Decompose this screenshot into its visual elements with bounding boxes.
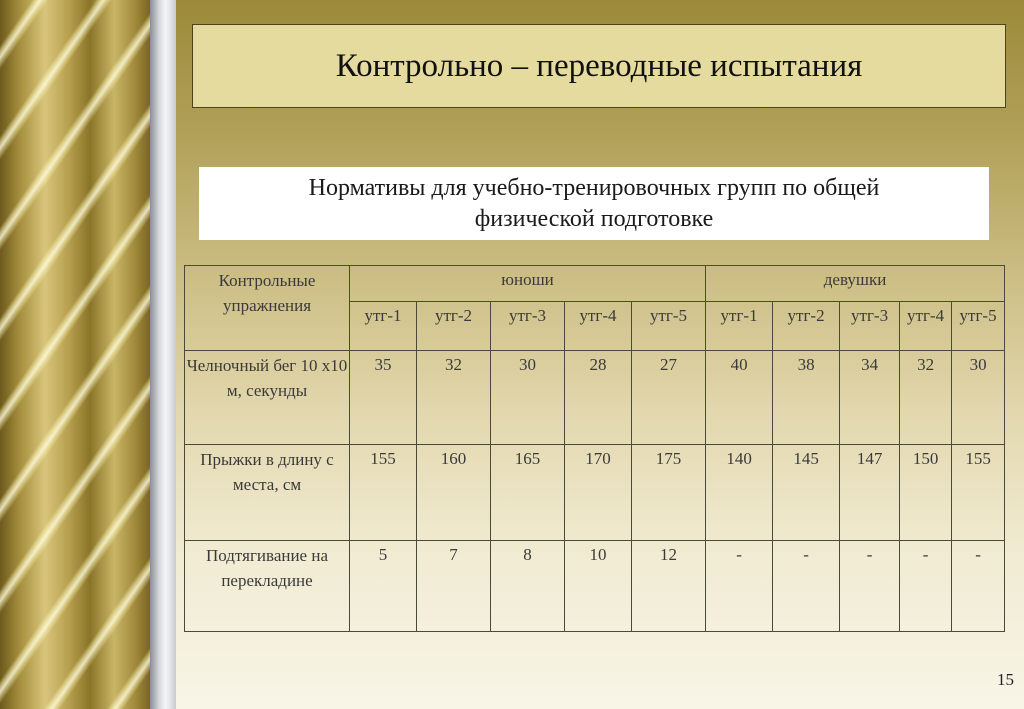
- table-cell: 7: [417, 541, 491, 632]
- decorative-silver-edge: [150, 0, 176, 709]
- table-row: [185, 445, 1005, 541]
- subgroup-header: утг-4: [565, 302, 632, 351]
- subtitle-box: [199, 167, 989, 240]
- table-row: [185, 351, 1005, 445]
- header-girls: девушки: [706, 266, 1005, 302]
- subtitle-line-1: Нормативы для учебно-тренировочных групп по общей: [308, 174, 880, 201]
- table-cell: 8: [491, 541, 565, 632]
- table-cell: 165: [491, 445, 565, 541]
- header-boys: юноши: [350, 266, 706, 302]
- table-cell: 35: [350, 351, 417, 445]
- table-cell: 145: [773, 445, 840, 541]
- subgroup-header: утг-3: [840, 302, 900, 351]
- header-exercise: Контрольные упражнения: [185, 266, 350, 351]
- table-row: [185, 541, 1005, 632]
- subgroup-header: утг-1: [706, 302, 773, 351]
- table-cell: 170: [565, 445, 632, 541]
- slide-title: Контрольно – переводные испытания: [335, 47, 863, 84]
- table-cell: 147: [840, 445, 900, 541]
- table-cell: -: [706, 541, 773, 632]
- subgroup-header: утг-5: [632, 302, 706, 351]
- subgroup-header: утг-4: [900, 302, 952, 351]
- subgroup-header: утг-1: [350, 302, 417, 351]
- table-cell: 27: [632, 351, 706, 445]
- subgroup-header: утг-2: [773, 302, 840, 351]
- table-cell: 34: [840, 351, 900, 445]
- table-cell: 5: [350, 541, 417, 632]
- table-cell: 150: [900, 445, 952, 541]
- norms-table: [184, 265, 1005, 632]
- table-cell: -: [952, 541, 1005, 632]
- table-cell: 30: [952, 351, 1005, 445]
- table-cell: 32: [900, 351, 952, 445]
- decorative-gold-strip: [0, 0, 150, 709]
- table-cell: -: [773, 541, 840, 632]
- subgroup-header: утг-3: [491, 302, 565, 351]
- row-label: Прыжки в длину с места, см: [185, 445, 350, 541]
- table-cell: 30: [491, 351, 565, 445]
- subtitle-line-2: физической подготовке: [474, 205, 714, 232]
- subgroup-header: утг-2: [417, 302, 491, 351]
- table-cell: 10: [565, 541, 632, 632]
- subgroup-header: утг-5: [952, 302, 1005, 351]
- table-cell: 175: [632, 445, 706, 541]
- row-label: Челночный бег 10 х10 м, секунды: [185, 351, 350, 445]
- table-cell: 140: [706, 445, 773, 541]
- table-cell: -: [840, 541, 900, 632]
- table-cell: 40: [706, 351, 773, 445]
- page-number: 15: [997, 670, 1014, 689]
- table-cell: 38: [773, 351, 840, 445]
- table-header-row: [185, 266, 1005, 302]
- table-cell: 155: [350, 445, 417, 541]
- table-cell: 32: [417, 351, 491, 445]
- table-cell: 155: [952, 445, 1005, 541]
- table-cell: 28: [565, 351, 632, 445]
- table-cell: -: [900, 541, 952, 632]
- row-label: Подтягивание на перекладине: [185, 541, 350, 632]
- table-cell: 160: [417, 445, 491, 541]
- title-box: [192, 24, 1006, 108]
- table-cell: 12: [632, 541, 706, 632]
